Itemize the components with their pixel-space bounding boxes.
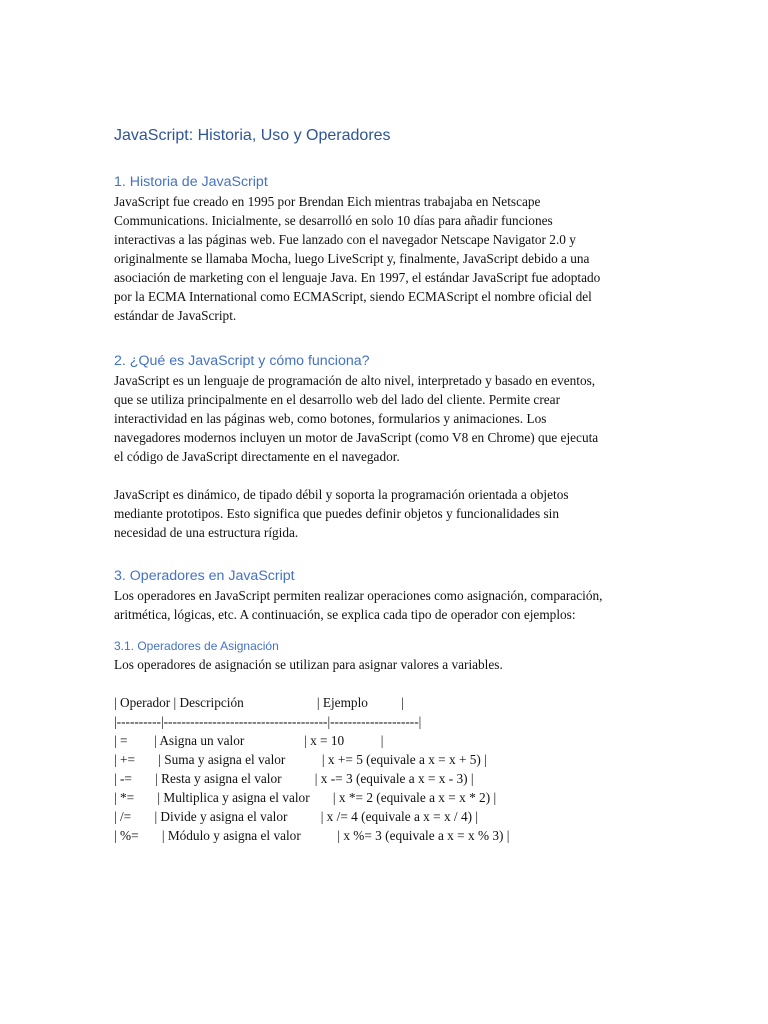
table-separator-row: |----------|-------------------------------------|--------------------| [114,714,422,729]
table-row: | *= | Multiplica y asigna el valor | x *= 2 (equivale a x = x * 2) | [114,790,497,805]
table-row: | %= | Módulo y asigna el valor | x %= 3 (equivale a x = x % 3) | [114,828,510,843]
table-header-row: | Operador | Descripción | Ejemplo | [114,695,404,710]
section-body-operadores: Los operadores en JavaScript permiten realizar operaciones como asignación, comparación, aritmética, lógicas, etc. A continuación, se explica cada tipo de operador con ejemplos: [114,588,603,622]
operators-table [114,693,674,845]
section-body-que-es-p1: JavaScript es un lenguaje de programación de alto nivel, interpretado y basado en eventos, que se utiliza principalmente en el desarrollo web del lado del cliente. Permite crear interactividad en las páginas web, como botones, formularios y animaciones. Los navegadores modernos incluyen un motor de JavaScript (como V8 en Chrome) que ejecuta el código de JavaScript directamente en el navegador. [114,373,599,464]
section-body-que-es-p2: JavaScript es dinámico, de tipado débil y soporta la programación orientada a objetos mediante prototipos. Esto significa que puedes definir objetos y funcionalidades sin necesidad de una estructura rígida. [114,487,569,540]
table-row: | -= | Resta y asigna el valor | x -= 3 (equivale a x = x - 3) | [114,771,474,786]
section-body-historia: JavaScript fue creado en 1995 por Brendan Eich mientras trabajaba en Netscape Communications. Inicialmente, se desarrolló en solo 10 días para añadir funciones interactivas a las páginas web. Fue lanzado con el navegador Netscape Navigator 2.0 y originalmente se llamaba Mocha, luego LiveScript y, finalmente, JavaScript debido a una asociación de marketing con el lenguaje Java. En 1997, el estándar JavaScript fue adoptado por la ECMA International como ECMAScript, siendo ECMAScript el nombre oficial del estándar de JavaScript. [114,194,601,323]
section-heading-historia: 1. Historia de JavaScript [114,174,268,190]
subsection-body-asignacion: Los operadores de asignación se utilizan para asignar valores a variables. [114,657,503,672]
section-heading-que-es: 2. ¿Qué es JavaScript y cómo funciona? [114,353,370,369]
table-row: | = | Asigna un valor | x = 10 | [114,733,384,748]
document-title: JavaScript: Historia, Uso y Operadores [114,127,391,144]
document-page [114,126,674,845]
table-row: | += | Suma y asigna el valor | x += 5 (equivale a x = x + 5) | [114,752,487,767]
section-heading-operadores: 3. Operadores en JavaScript [114,568,295,584]
table-row: | /= | Divide y asigna el valor | x /= 4 (equivale a x = x / 4) | [114,809,479,824]
subsection-heading-asignacion: 3.1. Operadores de Asignación [114,639,279,653]
